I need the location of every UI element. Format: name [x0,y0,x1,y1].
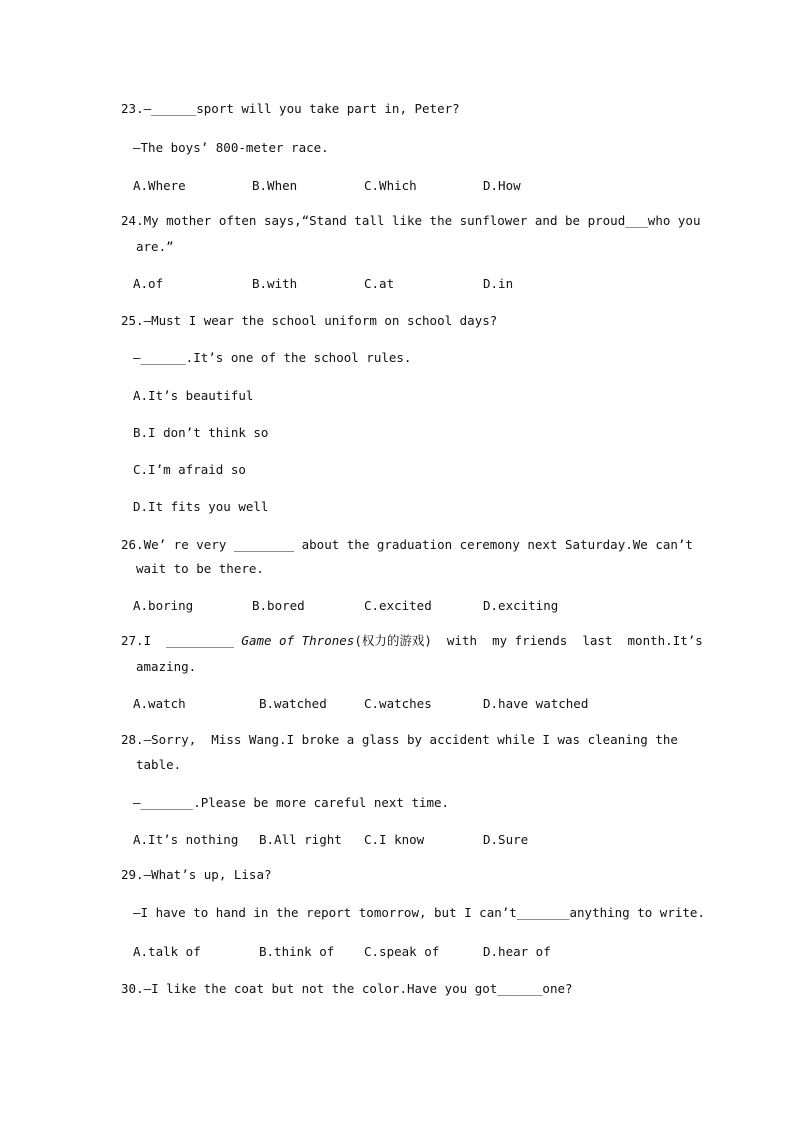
question-24-stem-cont: are.” [136,239,174,254]
question-24-option-c[interactable]: C.at [364,276,395,291]
question-26-option-c[interactable]: C.excited [364,598,432,613]
question-29-option-d[interactable]: D.hear of [483,944,551,959]
question-24-option-a[interactable]: A.of [133,276,164,291]
question-23-stem: 23.—______sport will you take part in, Peter? [121,101,460,116]
question-25-option-c[interactable]: C.I’m afraid so [133,462,246,477]
question-28-reply: —_______.Please be more careful next time. [133,795,450,810]
question-26-option-b[interactable]: B.bored [252,598,305,613]
question-28-option-d[interactable]: D.Sure [483,832,529,847]
question-23-option-d[interactable]: D.How [483,178,521,193]
question-29-stem: 29.—What’s up, Lisa? [121,867,272,882]
question-27-stem [121,633,703,649]
question-25-option-d[interactable]: D.It fits you well [133,499,269,514]
question-27-option-c[interactable]: C.watches [364,696,432,711]
question-29-reply: —I have to hand in the report tomorrow, but I can’t_______anything to write. [133,905,705,920]
question-24-option-b[interactable]: B.with [252,276,298,291]
question-29-option-a[interactable]: A.talk of [133,944,201,959]
question-23-option-b[interactable]: B.When [252,178,298,193]
question-25-option-a[interactable]: A.It’s beautiful [133,388,254,403]
question-26-option-a[interactable]: A.boring [133,598,194,613]
question-27-option-b[interactable]: B.watched [259,696,327,711]
question-28-stem: 28.—Sorry, Miss Wang.I broke a glass by accident while I was cleaning the [121,732,678,747]
question-24-stem: 24.My mother often says,“Stand tall like the sunflower and be proud___who you [121,213,701,228]
question-28-option-a[interactable]: A.It’s nothing [133,832,239,847]
question-26-stem: 26.We’ re very ________ about the graduation ceremony next Saturday.We can’t [121,537,693,552]
question-29-option-c[interactable]: C.speak of [364,944,440,959]
question-26-option-d[interactable]: D.exciting [483,598,559,613]
question-28-option-b[interactable]: B.All right [259,832,342,847]
question-25-option-b[interactable]: B.I don’t think so [133,425,269,440]
question-28-option-c[interactable]: C.I know [364,832,425,847]
question-25-reply: —______.It’s one of the school rules. [133,350,412,365]
question-27-stem-pre: 27.I _________ [121,633,242,648]
question-27-stem-cont: amazing. [136,659,197,674]
question-27-stem-post: (权力的游戏) with my friends last month.It’s [354,633,703,648]
question-23-option-a[interactable]: A.Where [133,178,186,193]
question-27-option-a[interactable]: A.watch [133,696,186,711]
question-27-title-italic: Game of Thrones [241,633,355,648]
question-23-option-c[interactable]: C.Which [364,178,417,193]
question-25-stem: 25.—Must I wear the school uniform on school days? [121,313,498,328]
question-23-reply: —The boys’ 800-meter race. [133,140,329,155]
question-28-stem-cont: table. [136,757,182,772]
question-27-option-d[interactable]: D.have watched [483,696,589,711]
question-29-option-b[interactable]: B.think of [259,944,335,959]
question-30-stem: 30.—I like the coat but not the color.Have you got______one? [121,981,573,996]
question-24-option-d[interactable]: D.in [483,276,514,291]
question-26-stem-cont: wait to be there. [136,561,264,576]
